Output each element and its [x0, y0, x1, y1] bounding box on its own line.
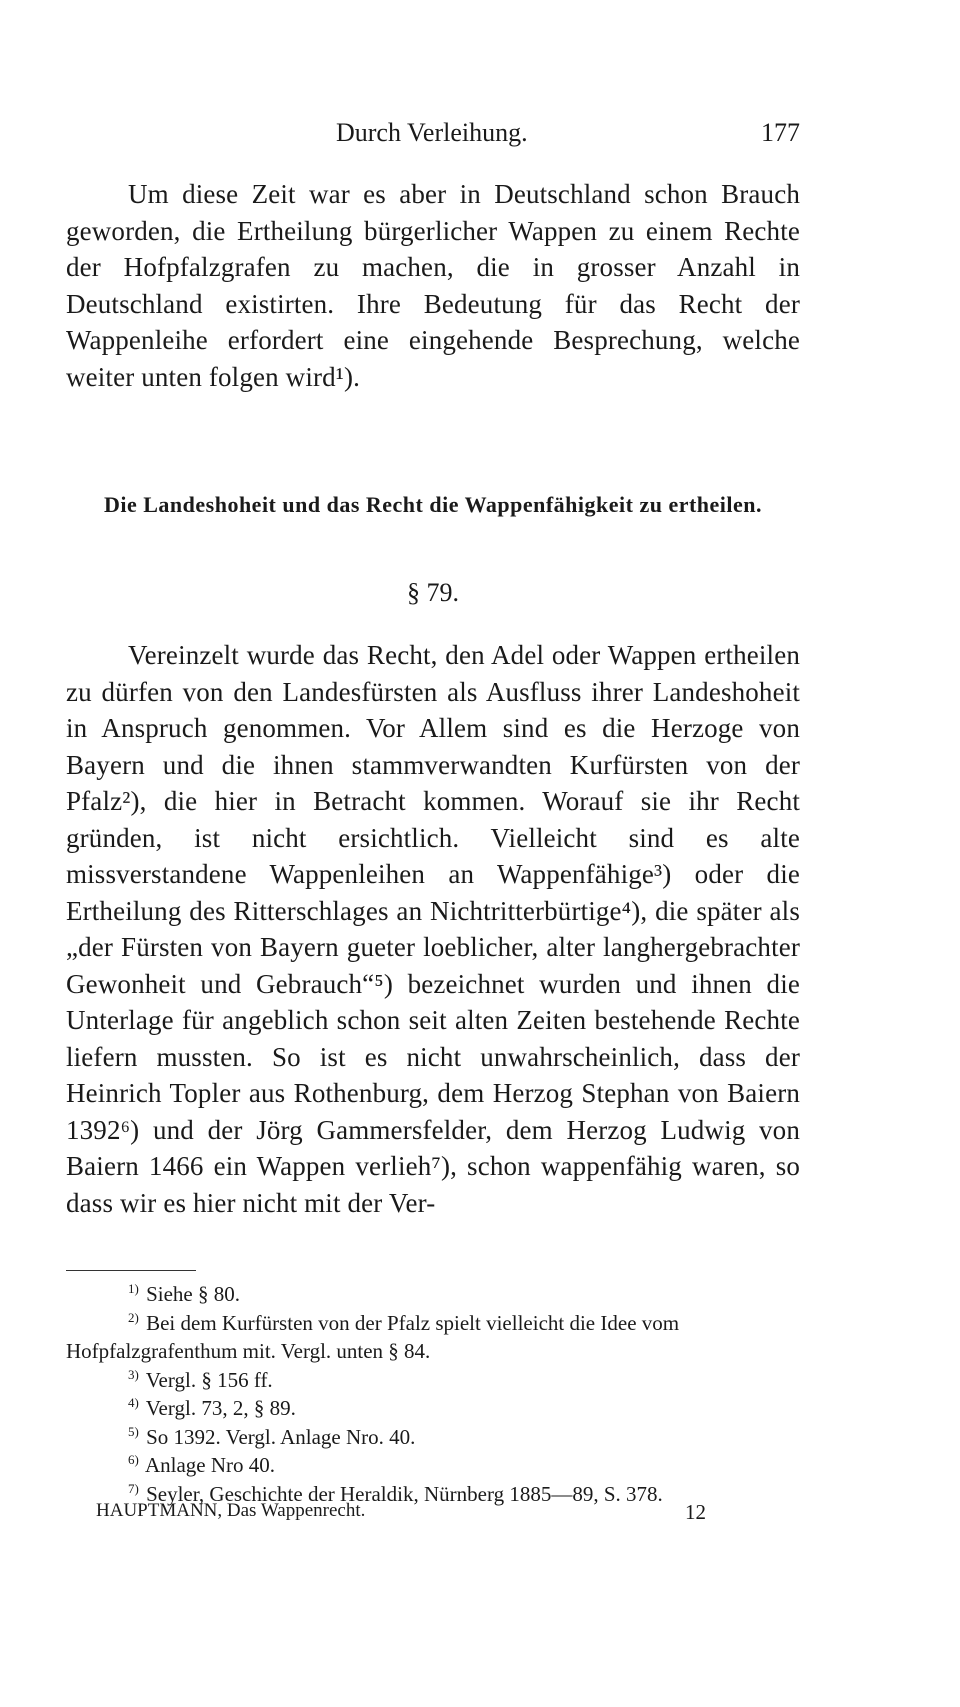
- footnote-text: Siehe § 80.: [146, 1282, 240, 1306]
- running-title: Durch Verleihung.: [336, 118, 528, 147]
- paragraph-1: Um diese Zeit war es aber in Deutschland schon Brauch geworden, die Ertheilung bürgerlicher Wappen zu einem Rechte der Hofpfalzgrafen zu machen, die in grosser Anzahl in Deutschland existirten. Ihre Bedeutung für das Recht der Wappenleihe erfordert eine eingehende Besprechung, welche weiter unten folgen wird¹).: [66, 179, 800, 392]
- printer-signature: [96, 1500, 706, 1530]
- footnote-2: [66, 1309, 800, 1366]
- footnote-mark: 2): [128, 1309, 139, 1325]
- footnote-text: Vergl. § 156 ff.: [145, 1367, 273, 1392]
- signature-author: HAUPTMANN, Das Wappenrecht.: [96, 1500, 366, 1521]
- section-heading: Die Landeshoheit und das Recht die Wappenfähigkeit zu ertheilen.: [103, 492, 763, 517]
- footnotes: [66, 1280, 800, 1508]
- footnote-5: [66, 1423, 800, 1452]
- footnote-text: Bei dem Kurfürsten von der Pfalz spielt vielleicht die Idee vom Hofpfalzgrafenthum mit. Vergl. unten § 84.: [66, 1310, 680, 1363]
- footnote-4: [66, 1394, 800, 1423]
- footnote-6: [66, 1451, 800, 1480]
- footnote-1: [66, 1280, 800, 1309]
- footnote-3: [66, 1366, 800, 1395]
- footnote-rule: [66, 1270, 196, 1271]
- signature-sheet-number: 12: [685, 1500, 706, 1524]
- running-head: [66, 118, 800, 158]
- footnote-mark: 6): [128, 1452, 139, 1467]
- paragraph-2: Vereinzelt wurde das Recht, den Adel oder Wappen ertheilen zu dürfen von den Landesfürsten als Ausfluss ihrer Landeshoheit in Anspruch genommen. Vor Allem sind es die Herzoge von Bayern und die ihnen stammverwandten Kurfürsten von der Pfalz²), die hier in Betracht kommen. Worauf sie ihr Recht gründen, ist nicht ersichtlich. Vielleicht sind es alte missverstandene Wappenleihen an Wappenfähige³) oder die Ertheilung des Ritterschlages an Nichtritterbürtige⁴), die später als „der Fürsten von Bayern gueter loeblicher, alter langhergebrachter Gewonheit und Gebrauch“⁵) bezeichnet wurden und ihnen die Unterlage für angeblich schon seit alten Zeiten bestehende Rechte liefern mussten. So ist es nicht unwahrscheinlich, dass der Heinrich Topler aus Rothenburg, dem Herzog Stephan von Baiern 1392⁶) und der Jörg Gammersfelder, dem Herzog Ludwig von Baiern 1466 ein Wappen verlieh⁷), schon wappenfähig waren, so dass wir es hier nicht mit der Ver-: [66, 640, 800, 1218]
- footnote-text: Vergl. 73, 2, § 89.: [145, 1396, 296, 1420]
- footnote-text: Anlage Nro 40.: [144, 1453, 275, 1477]
- page-number: 177: [761, 118, 800, 147]
- footnote-mark: 1): [128, 1281, 139, 1296]
- footnote-mark: 5): [128, 1423, 139, 1439]
- footnote-mark: 3): [128, 1366, 139, 1382]
- section-number: § 79.: [407, 578, 459, 607]
- footnote-mark: 4): [128, 1395, 139, 1410]
- footnote-mark: 7): [128, 1480, 139, 1496]
- footnote-text: So 1392. Vergl. Anlage Nro. 40.: [146, 1424, 416, 1449]
- footnote-text: Seyler, Geschichte der Heraldik, Nürnberg 1885—89, S. 378.: [146, 1481, 663, 1506]
